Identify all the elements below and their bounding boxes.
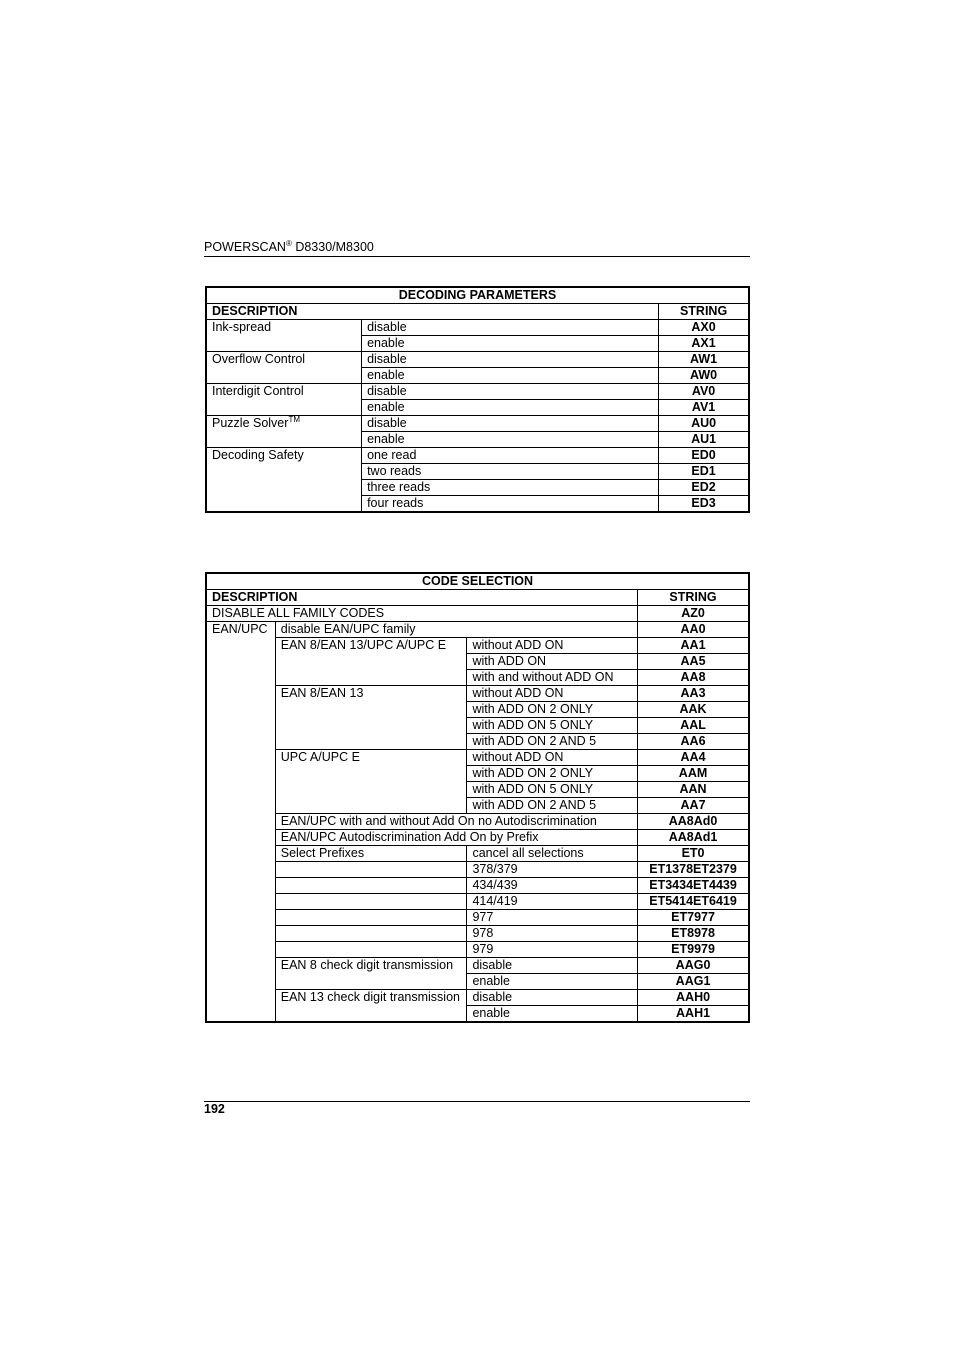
trademark-mark: TM	[288, 415, 300, 424]
string-cell: AAH0	[638, 990, 749, 1006]
group-label: UPC A/UPC E	[275, 750, 467, 814]
string-cell: AAH1	[638, 1006, 749, 1023]
table-row	[206, 846, 749, 862]
table-title: CODE SELECTION	[206, 573, 749, 590]
table-row	[206, 814, 749, 830]
string-cell: AX1	[659, 336, 749, 352]
table-row	[206, 606, 749, 622]
string-cell: AW0	[659, 368, 749, 384]
string-cell: AU0	[659, 416, 749, 432]
table-row	[206, 862, 749, 878]
option-cell: with and without ADD ON	[467, 670, 638, 686]
column-header-row	[206, 304, 749, 320]
option-cell: without ADD ON	[467, 686, 638, 702]
table-row	[206, 910, 749, 926]
string-cell: AV1	[659, 400, 749, 416]
table-row	[206, 990, 749, 1006]
string-cell: AW1	[659, 352, 749, 368]
group-label: EAN 8/EAN 13/UPC A/UPC E	[275, 638, 467, 686]
table-row	[206, 942, 749, 958]
table-row	[206, 448, 749, 464]
decoding-parameters-table	[205, 286, 750, 513]
page-number: 192	[204, 1102, 225, 1116]
empty-cell	[275, 878, 467, 894]
group-label: EAN 13 check digit transmission	[275, 990, 467, 1023]
table-row	[206, 384, 749, 400]
string-cell: AA7	[638, 798, 749, 814]
string-cell: ED1	[659, 464, 749, 480]
option-cell: with ADD ON 2 ONLY	[467, 702, 638, 718]
option-cell: EAN/UPC with and without Add On no Autodiscrimination	[275, 814, 637, 830]
header-title: POWERSCAN	[204, 240, 286, 254]
string-cell: AA8Ad1	[638, 830, 749, 846]
string-cell: AAN	[638, 782, 749, 798]
column-header-description: DESCRIPTION	[206, 590, 638, 606]
string-cell: ED0	[659, 448, 749, 464]
option-cell: without ADD ON	[467, 638, 638, 654]
empty-cell	[275, 942, 467, 958]
string-cell: AA0	[638, 622, 749, 638]
disable-all-label: DISABLE ALL FAMILY CODES	[206, 606, 638, 622]
empty-cell	[275, 894, 467, 910]
option-cell: disable EAN/UPC family	[275, 622, 637, 638]
parameter-label: Interdigit Control	[206, 384, 362, 416]
table-row	[206, 352, 749, 368]
option-cell: disable	[362, 416, 659, 432]
option-cell: with ADD ON 5 ONLY	[467, 718, 638, 734]
string-cell: AA3	[638, 686, 749, 702]
table-row	[206, 638, 749, 654]
option-cell: disable	[467, 990, 638, 1006]
option-cell: enable	[467, 1006, 638, 1023]
group-label: Select Prefixes	[275, 846, 467, 862]
option-cell: disable	[362, 320, 659, 336]
page-header	[204, 240, 750, 257]
string-cell: ET0	[638, 846, 749, 862]
table-row	[206, 750, 749, 766]
code-selection-table	[205, 572, 750, 1023]
string-cell: AX0	[659, 320, 749, 336]
header-model: D8330/M8300	[291, 240, 374, 254]
string-cell: AV0	[659, 384, 749, 400]
option-cell: with ADD ON	[467, 654, 638, 670]
string-cell: ET8978	[638, 926, 749, 942]
option-cell: 979	[467, 942, 638, 958]
option-cell: 434/439	[467, 878, 638, 894]
string-cell: AAK	[638, 702, 749, 718]
string-cell: AA1	[638, 638, 749, 654]
option-cell: with ADD ON 5 ONLY	[467, 782, 638, 798]
option-cell: 378/379	[467, 862, 638, 878]
column-header-description: DESCRIPTION	[206, 304, 659, 320]
table-title-row	[206, 287, 749, 304]
table-row	[206, 622, 749, 638]
option-cell: without ADD ON	[467, 750, 638, 766]
string-cell: AAG1	[638, 974, 749, 990]
group-label: EAN 8/EAN 13	[275, 686, 467, 750]
parameter-label	[206, 416, 362, 448]
family-label: EAN/UPC	[206, 622, 275, 1023]
option-cell: enable	[362, 432, 659, 448]
empty-cell	[275, 926, 467, 942]
option-cell: disable	[362, 384, 659, 400]
parameter-label: Decoding Safety	[206, 448, 362, 513]
string-cell: AAM	[638, 766, 749, 782]
string-cell: AA6	[638, 734, 749, 750]
option-cell: with ADD ON 2 AND 5	[467, 798, 638, 814]
option-cell: two reads	[362, 464, 659, 480]
column-header-string: STRING	[638, 590, 749, 606]
empty-cell	[275, 910, 467, 926]
parameter-label: Ink-spread	[206, 320, 362, 352]
option-cell: 414/419	[467, 894, 638, 910]
table-row	[206, 320, 749, 336]
table-row	[206, 878, 749, 894]
page-footer	[204, 1101, 750, 1116]
string-cell: AAG0	[638, 958, 749, 974]
string-cell: AA8Ad0	[638, 814, 749, 830]
string-cell: ET3434ET4439	[638, 878, 749, 894]
string-cell: ET7977	[638, 910, 749, 926]
string-cell: ET5414ET6419	[638, 894, 749, 910]
table-row	[206, 830, 749, 846]
option-cell: disable	[362, 352, 659, 368]
option-cell: one read	[362, 448, 659, 464]
table-row	[206, 958, 749, 974]
string-cell: ET9979	[638, 942, 749, 958]
column-header-row	[206, 590, 749, 606]
option-cell: 978	[467, 926, 638, 942]
option-cell: enable	[362, 336, 659, 352]
option-cell: enable	[362, 400, 659, 416]
option-cell: disable	[467, 958, 638, 974]
puzzle-solver-label: Puzzle Solver	[212, 416, 289, 430]
string-cell: AAL	[638, 718, 749, 734]
option-cell: three reads	[362, 480, 659, 496]
table-title: DECODING PARAMETERS	[206, 287, 749, 304]
option-cell: cancel all selections	[467, 846, 638, 862]
table-title-row	[206, 573, 749, 590]
string-cell: ED2	[659, 480, 749, 496]
table-row	[206, 894, 749, 910]
string-cell: AZ0	[638, 606, 749, 622]
option-cell: 977	[467, 910, 638, 926]
column-header-string: STRING	[659, 304, 749, 320]
option-cell: enable	[362, 368, 659, 384]
string-cell: AA4	[638, 750, 749, 766]
parameter-label: Overflow Control	[206, 352, 362, 384]
group-label: EAN 8 check digit transmission	[275, 958, 467, 990]
option-cell: enable	[467, 974, 638, 990]
string-cell: ED3	[659, 496, 749, 513]
string-cell: AA5	[638, 654, 749, 670]
option-cell: EAN/UPC Autodiscrimination Add On by Prefix	[275, 830, 637, 846]
option-cell: with ADD ON 2 ONLY	[467, 766, 638, 782]
registered-mark: ®	[285, 239, 292, 248]
table-row	[206, 926, 749, 942]
table-row	[206, 686, 749, 702]
option-cell: four reads	[362, 496, 659, 513]
option-cell: with ADD ON 2 AND 5	[467, 734, 638, 750]
empty-cell	[275, 862, 467, 878]
table-row	[206, 416, 749, 432]
string-cell: ET1378ET2379	[638, 862, 749, 878]
string-cell: AA8	[638, 670, 749, 686]
string-cell: AU1	[659, 432, 749, 448]
